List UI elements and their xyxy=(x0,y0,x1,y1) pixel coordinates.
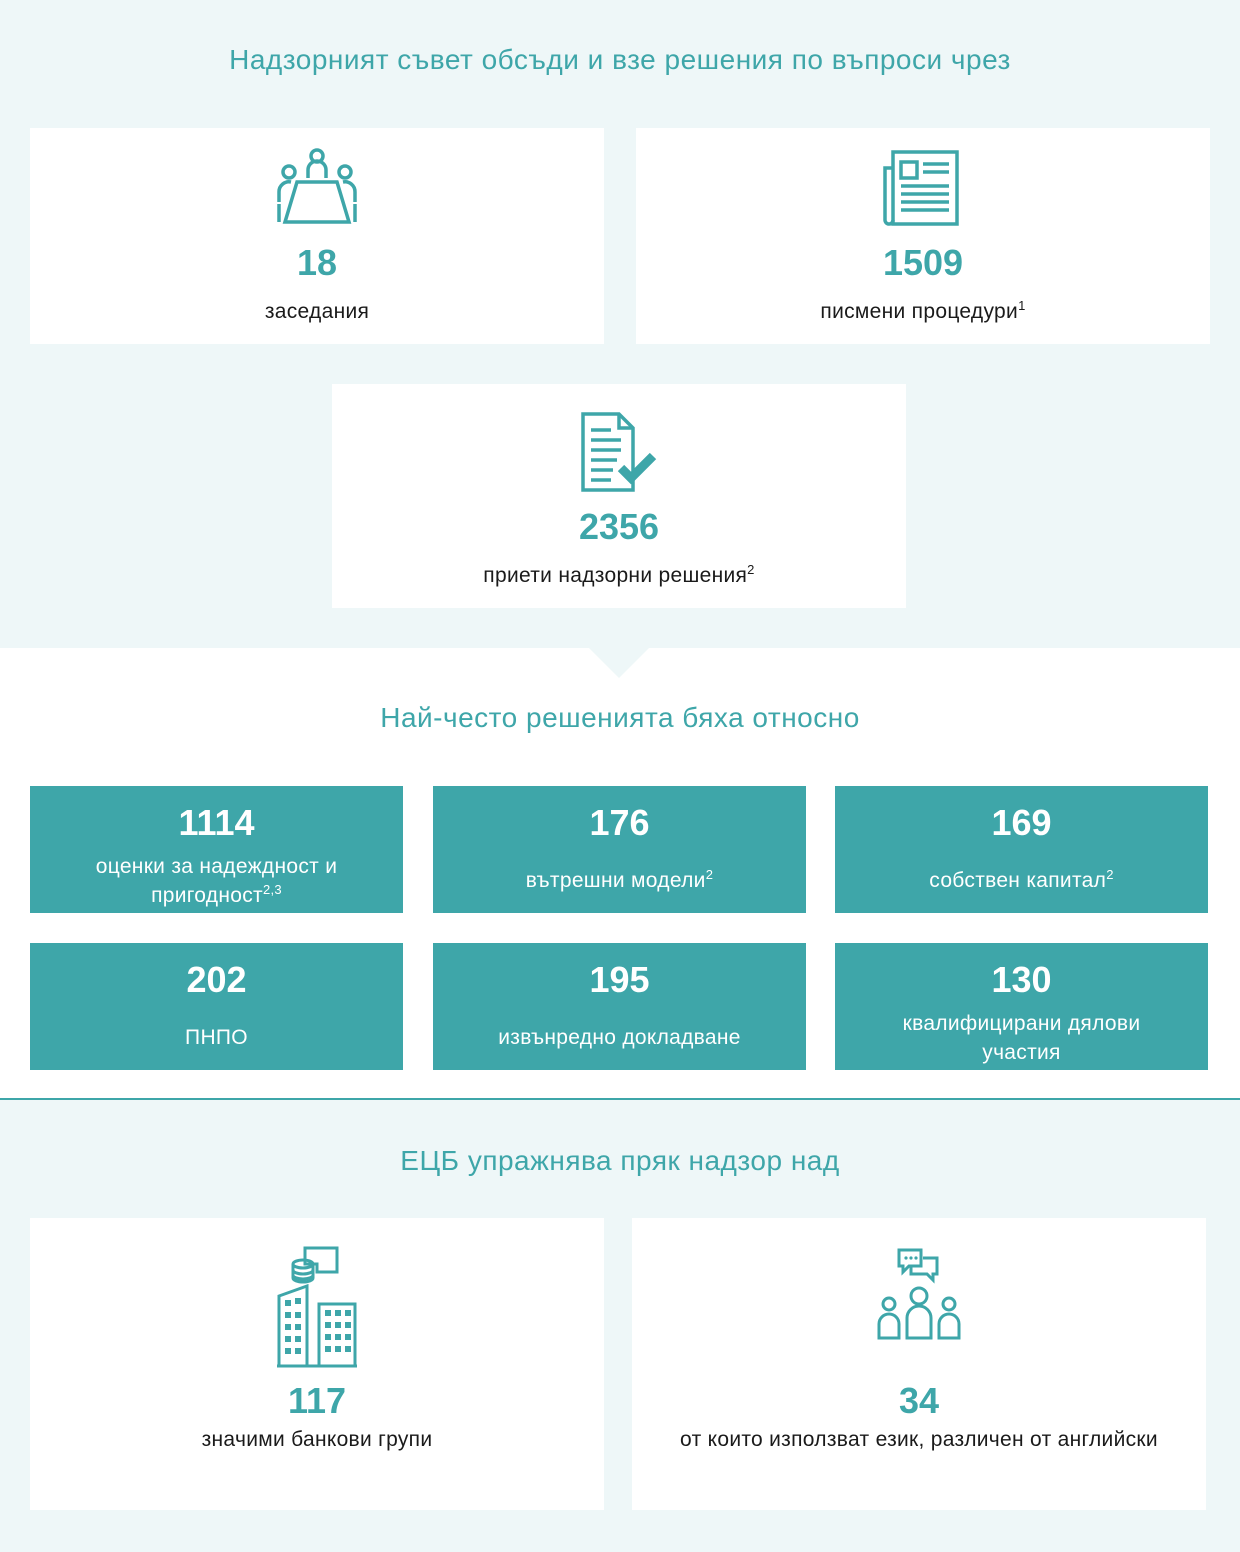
tile-value: 195 xyxy=(589,959,650,1000)
tile-internal-models xyxy=(433,786,806,913)
tile-pnpo xyxy=(30,943,403,1070)
meeting-table-icon xyxy=(275,146,359,226)
tile-label-text: вътрешни модели xyxy=(525,869,706,892)
meetings-card xyxy=(30,128,604,344)
written-procedures-value: 1509 xyxy=(882,242,964,283)
tile-label xyxy=(855,866,1188,895)
approved-document-icon xyxy=(577,412,661,492)
footnote-ref: 2,3 xyxy=(262,882,282,897)
banking-groups-card xyxy=(30,1218,604,1510)
footnote-ref: 2 xyxy=(1106,867,1114,882)
tile-label xyxy=(855,1009,1188,1067)
supervisory-decisions-label xyxy=(332,564,906,588)
meetings-value: 18 xyxy=(296,242,338,283)
banking-groups-value: 117 xyxy=(287,1380,347,1421)
document-icon xyxy=(881,146,965,226)
tile-label-line1: оценки за надеждност и xyxy=(95,855,338,878)
tile-label-line1: квалифицирани дялови xyxy=(902,1012,1141,1035)
tile-value: 176 xyxy=(589,802,650,843)
tile-label: ПНПО xyxy=(185,1026,248,1049)
tile-label xyxy=(50,852,383,910)
written-procedures-label-text: писмени процедури xyxy=(820,300,1019,323)
section1-title: Надзорният съвет обсъди и взе решения по въпроси чрез xyxy=(229,44,1011,75)
non-english-card xyxy=(632,1218,1206,1510)
footnote-ref: 2 xyxy=(747,562,755,577)
tile-value: 1114 xyxy=(178,802,255,843)
tile-label xyxy=(453,866,786,895)
tile-value: 130 xyxy=(991,959,1052,1000)
tile-label-line2: участия xyxy=(982,1041,1061,1064)
tile-qualifying-holdings xyxy=(835,943,1208,1070)
section-notch xyxy=(589,648,649,678)
section2-title: Най-често решенията бяха относно xyxy=(380,702,860,733)
people-speech-icon xyxy=(877,1246,961,1342)
tile-fit-proper xyxy=(30,786,403,913)
tile-value: 202 xyxy=(186,959,247,1000)
banking-groups-label: значими банкови групи xyxy=(201,1428,433,1451)
tile-ad-hoc-reporting xyxy=(433,943,806,1070)
footnote-ref: 2 xyxy=(705,867,714,882)
footnote-ref: 1 xyxy=(1018,298,1026,313)
tile-label-line2: пригодност xyxy=(151,884,263,907)
written-procedures-card xyxy=(636,128,1210,344)
non-english-value: 34 xyxy=(898,1380,940,1421)
meetings-label: заседания xyxy=(264,300,370,323)
tile-label-text: собствен капитал xyxy=(929,869,1107,892)
supervisory-decisions-card xyxy=(332,384,906,608)
tile-label: извънредно докладване xyxy=(498,1026,741,1049)
supervisory-decisions-label-text: приети надзорни решения xyxy=(483,564,748,587)
written-procedures-label xyxy=(636,300,1210,324)
non-english-label: от които използват език, различен от английски xyxy=(680,1428,1158,1451)
section3-title: ЕЦБ упражнява пряк надзор над xyxy=(400,1145,840,1176)
supervisory-decisions-value: 2356 xyxy=(578,506,660,547)
tile-own-funds xyxy=(835,786,1208,913)
section-divider xyxy=(0,1098,1240,1100)
bank-buildings-icon xyxy=(275,1244,359,1368)
tile-value: 169 xyxy=(991,802,1052,843)
